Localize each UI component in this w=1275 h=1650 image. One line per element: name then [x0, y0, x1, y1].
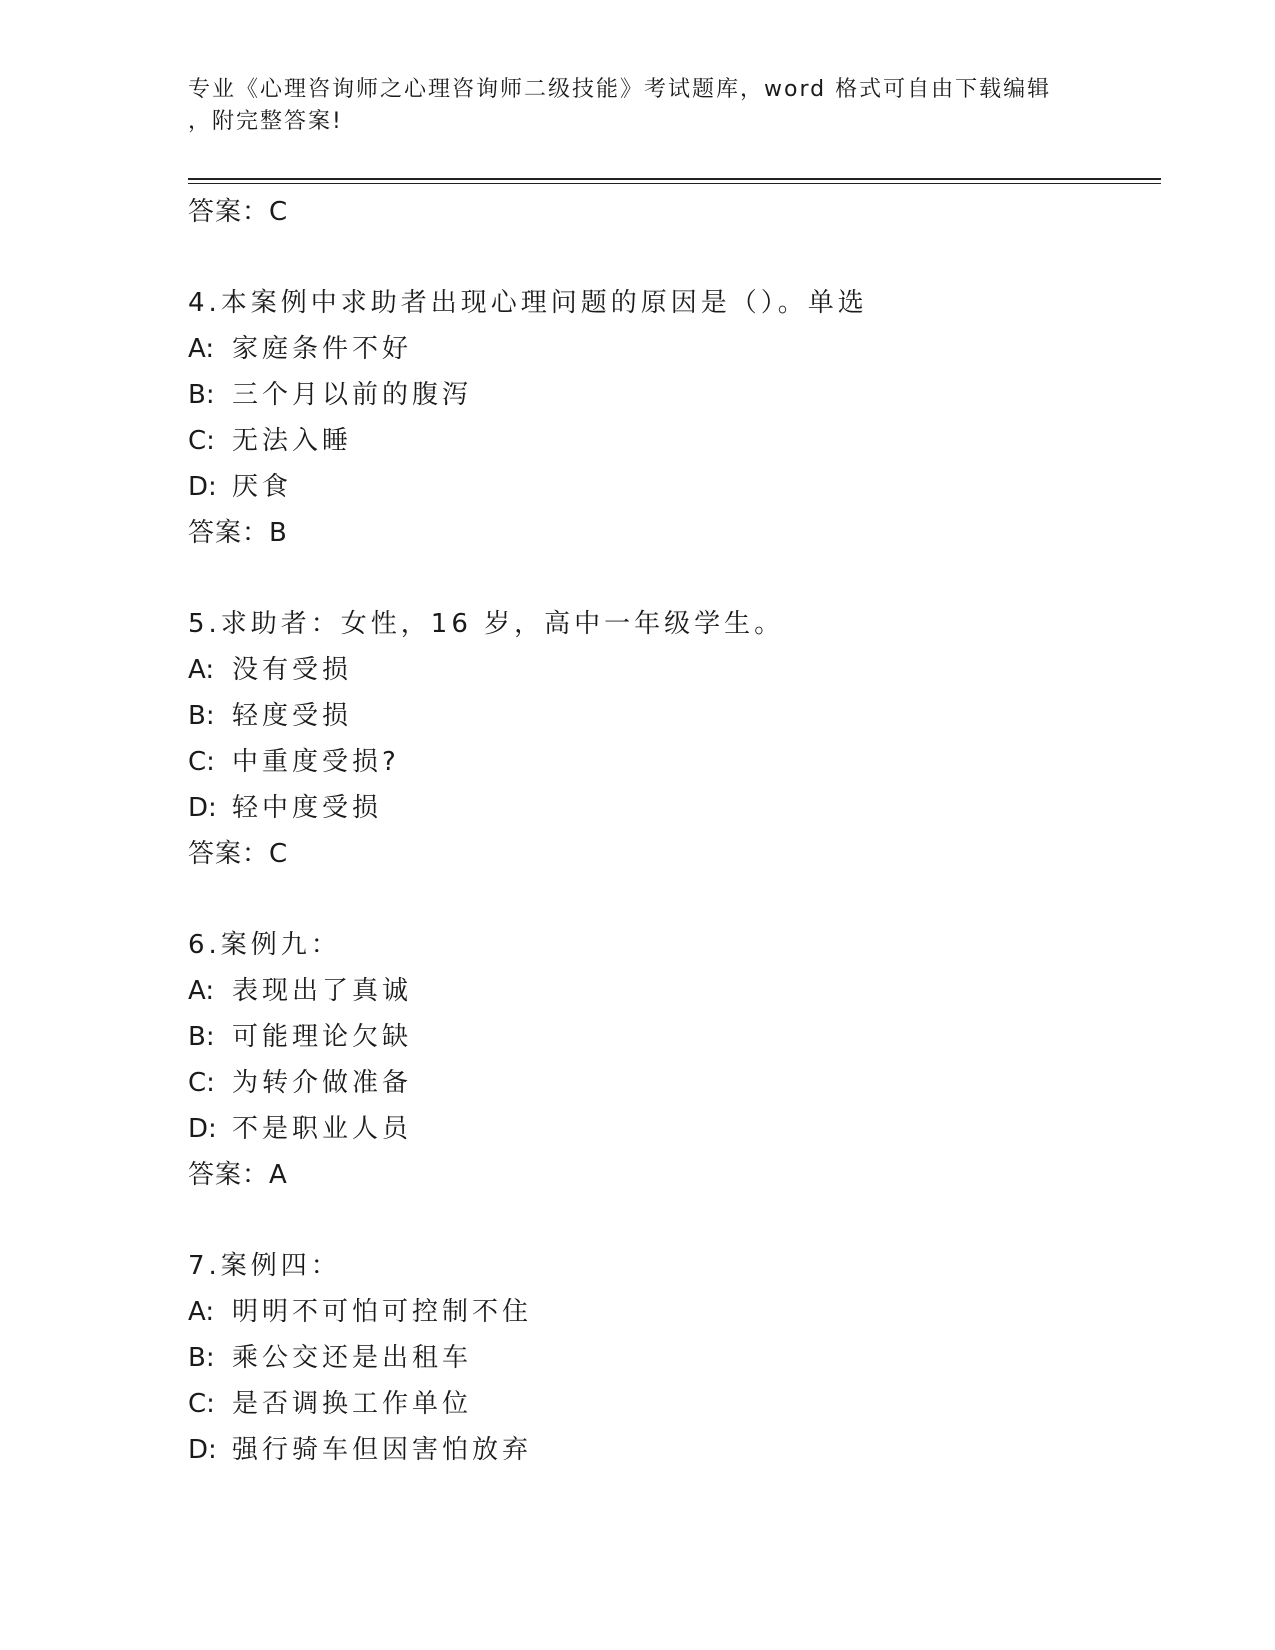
option-letter: C:: [188, 747, 215, 777]
option-letter: B:: [188, 701, 215, 731]
option-text: 不是职业人员: [232, 1114, 413, 1144]
option-c: [188, 418, 1128, 464]
option-c: [188, 1060, 1128, 1106]
option-text: 强行骑车但因害怕放弃: [232, 1435, 533, 1465]
option-text: 是否调换工作单位: [232, 1389, 473, 1419]
option-b: [188, 372, 1128, 418]
option-text: 轻度受损: [232, 701, 353, 731]
question-item: [188, 1243, 1128, 1473]
option-text: 明明不可怕可控制不住: [232, 1297, 533, 1327]
option-text: 没有受损: [232, 655, 353, 685]
spacer: [188, 1198, 1128, 1243]
option-d: [188, 464, 1128, 510]
option-letter: D:: [188, 1114, 217, 1144]
option-text: 三个月以前的腹泻: [232, 380, 473, 410]
answer-line: 答案：A: [188, 1160, 288, 1190]
option-text: 轻中度受损: [232, 793, 383, 823]
question-title: 5.求助者：女性，16 岁，高中一年级学生。: [188, 609, 785, 639]
option-d: [188, 1427, 1128, 1473]
option-letter: A:: [188, 655, 215, 685]
question-title: 7.案例四：: [188, 1251, 341, 1281]
question-item: [188, 280, 1128, 556]
answer-line: 答案：C: [188, 839, 289, 869]
option-text: 家庭条件不好: [232, 334, 413, 364]
spacer: [188, 877, 1128, 922]
header-line-1: 专业《心理咨询师之心理咨询师二级技能》考试题库，word 格式可自由下载编辑: [188, 77, 1052, 102]
question-item: [188, 922, 1128, 1198]
option-text: 厌食: [232, 472, 293, 502]
option-b: [188, 693, 1128, 739]
question-list: [188, 189, 1128, 1473]
option-text: 乘公交还是出租车: [232, 1343, 473, 1373]
option-letter: B:: [188, 1343, 215, 1373]
document-header: [188, 74, 1068, 138]
option-text: 表现出了真诚: [232, 976, 413, 1006]
option-b: [188, 1335, 1128, 1381]
option-b: [188, 1014, 1128, 1060]
option-letter: B:: [188, 1022, 215, 1052]
option-letter: A:: [188, 1297, 215, 1327]
option-a: [188, 326, 1128, 372]
option-d: [188, 1106, 1128, 1152]
answer-line: 答案：B: [188, 518, 288, 548]
question-title: 4.本案例中求助者出现心理问题的原因是（）。单选: [188, 288, 868, 318]
option-letter: D:: [188, 1435, 217, 1465]
answer-line: 答案：C: [188, 197, 289, 227]
option-text: 为转介做准备: [232, 1068, 413, 1098]
question-title: 6.案例九：: [188, 930, 341, 960]
option-letter: A:: [188, 976, 215, 1006]
option-letter: A:: [188, 334, 215, 364]
option-a: [188, 647, 1128, 693]
header-rule-thin: [188, 183, 1161, 184]
header-rule-thick: [188, 178, 1161, 180]
option-letter: D:: [188, 793, 217, 823]
header-line-2: ，附完整答案!: [188, 109, 343, 134]
option-d: [188, 785, 1128, 831]
option-text: 无法入睡: [232, 426, 353, 456]
option-letter: B:: [188, 380, 215, 410]
option-letter: D:: [188, 472, 217, 502]
option-a: [188, 968, 1128, 1014]
option-a: [188, 1289, 1128, 1335]
option-letter: C:: [188, 1068, 215, 1098]
option-c: [188, 1381, 1128, 1427]
option-c: [188, 739, 1128, 785]
option-text: 可能理论欠缺: [232, 1022, 413, 1052]
option-text: 中重度受损?: [232, 747, 400, 777]
question-item: [188, 601, 1128, 877]
option-letter: C:: [188, 1389, 215, 1419]
spacer: [188, 235, 1128, 280]
spacer: [188, 556, 1128, 601]
option-letter: C:: [188, 426, 215, 456]
